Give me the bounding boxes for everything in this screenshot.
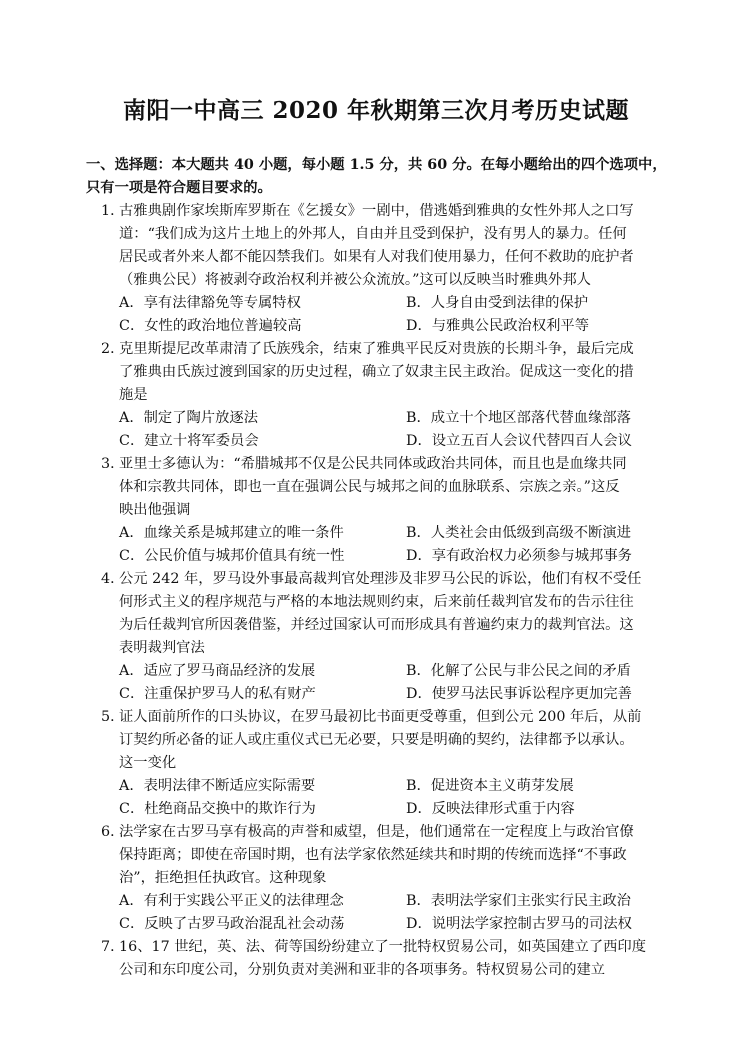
question-number: 7． — [101, 939, 125, 955]
answer-option-d: D．说明法学家控制古罗马的司法权 — [406, 916, 632, 932]
answer-option-b: B．促进资本主义萌芽发展 — [406, 778, 574, 794]
question-stem-line: 何形式主义的程序规范与严格的本地法规则约束，后来前任裁判官发布的告示往往 — [119, 594, 634, 610]
answer-option-c: C．反映了古罗马政治混乱社会动荡 — [119, 916, 345, 932]
question-stem-line: 治”，拒绝担任执政官。这种现象 — [119, 870, 327, 886]
answer-option-d: D．反映法律形式重于内容 — [406, 801, 575, 817]
question-stem-line: 保持距离；即使在帝国时期，也有法学家依然延续共和时期的传统而选择“不事政 — [119, 847, 627, 863]
question-stem-line: 古雅典剧作家埃斯库罗斯在《乞援女》一剧中，借逃婚到雅典的女性外邦人之口写 — [119, 203, 634, 219]
question-stem-line: 表明裁判官法 — [119, 640, 205, 656]
answer-option-a: A．有利于实践公平正义的法律理念 — [119, 893, 344, 909]
question-stem-line: 这一变化 — [119, 755, 177, 771]
answer-option-d: D．享有政治权力必须参与城邦事务 — [406, 548, 632, 564]
question-number: 1． — [101, 203, 125, 219]
answer-option-d: D．设立五百人会议代替四百人会议 — [406, 433, 632, 449]
section-heading-line-2: 只有一项是符合题目要求的。 — [86, 180, 272, 196]
question-number: 2． — [101, 341, 125, 357]
answer-option-c: C．公民价值与城邦价值具有统一性 — [119, 548, 345, 564]
page-title: 南阳一中高三 2020 年秋期第三次月考历史试题 — [122, 97, 630, 124]
answer-option-b: B．成立十个地区部落代替血缘部落 — [406, 410, 631, 426]
answer-option-d: D．与雅典公民政治权利平等 — [406, 318, 590, 334]
question-stem-line: 道：“我们成为这片土地上的外邦人，自由并且受到保护，没有男人的暴力。任何 — [119, 226, 627, 242]
answer-option-a: A．适应了罗马商品经济的发展 — [119, 663, 316, 679]
answer-option-c: C．注重保护罗马人的私有财产 — [119, 686, 316, 702]
question-stem-line: 为后任裁判官所因袭借鉴，并经过国家认可而形成具有普遍约束力的裁判官法。这 — [119, 617, 634, 633]
question-stem-line: 公司和东印度公司，分别负责对美洲和亚非的各项事务。特权贸易公司的建立 — [119, 962, 606, 978]
answer-option-b: B．人类社会由低级到高级不断演进 — [406, 525, 631, 541]
question-stem-line: 订契约所必备的证人或庄重仪式已无必要，只要是明确的契约，法律都予以承认。 — [119, 732, 634, 748]
answer-option-a: A．表明法律不断适应实际需要 — [119, 778, 316, 794]
answer-option-a: A．享有法律豁免等专属特权 — [119, 295, 301, 311]
question-stem-line: 映出他强调 — [119, 502, 191, 518]
answer-option-b: B．化解了公民与非公民之间的矛盾 — [406, 663, 631, 679]
question-stem-line: 体和宗教共同体，即也一直在强调公民与城邦之间的血脉联系、宗族之亲。”这反 — [119, 479, 620, 495]
question-number: 6． — [101, 824, 125, 840]
answer-option-b: B．表明法学家们主张实行民主政治 — [406, 893, 631, 909]
question-stem-line: 16、17 世纪，英、法、荷等国纷纷建立了一批特权贸易公司，如英国建立了西印度 — [119, 939, 647, 955]
question-stem-line: 亚里士多德认为：“希腊城邦不仅是公民共同体或政治共同体，而且也是血缘共同 — [119, 456, 627, 472]
question-stem-line: 克里斯提尼改革肃清了氏族残余，结束了雅典平民反对贵族的长期斗争，最后完成 — [119, 341, 634, 357]
question-stem-line: 公元 242 年，罗马设外事最高裁判官处理涉及非罗马公民的诉讼，他们有权不受任 — [119, 571, 642, 587]
answer-option-a: A．血缘关系是城邦建立的唯一条件 — [119, 525, 344, 541]
question-number: 4． — [101, 571, 125, 587]
answer-option-c: C．建立十将军委员会 — [119, 433, 259, 449]
answer-option-b: B．人身自由受到法律的保护 — [406, 295, 589, 311]
question-stem-line: 了雅典由氏族过渡到国家的历史过程，确立了奴隶主民主政治。促成这一变化的措 — [119, 364, 634, 380]
answer-option-d: D．使罗马法民事诉讼程序更加完善 — [406, 686, 632, 702]
answer-option-a: A．制定了陶片放逐法 — [119, 410, 258, 426]
answer-option-c: C．杜绝商品交换中的欺诈行为 — [119, 801, 316, 817]
section-heading-line-1: 一、选择题：本大题共 40 小题，每小题 1.5 分，共 60 分。在每小题给出的四个选项中， — [86, 157, 667, 173]
question-stem-line: 居民或者外来人都不能囚禁我们。如果有人对我们使用暴力，任何不救助的庇护者 — [119, 249, 634, 265]
question-stem-line: 法学家在古罗马享有极高的声誉和威望，但是，他们通常在一定程度上与政治官僚 — [119, 824, 634, 840]
question-number: 5． — [101, 709, 125, 725]
question-stem-line: 证人面前所作的口头协议，在罗马最初比书面更受尊重，但到公元 200 年后，从前 — [119, 709, 642, 725]
question-number: 3． — [101, 456, 125, 472]
question-stem-line: 施是 — [119, 387, 148, 403]
question-stem-line: （雅典公民）将被剥夺政治权利并被公众流放。”这可以反映当时雅典外邦人 — [119, 272, 591, 288]
answer-option-c: C．女性的政治地位普遍较高 — [119, 318, 302, 334]
